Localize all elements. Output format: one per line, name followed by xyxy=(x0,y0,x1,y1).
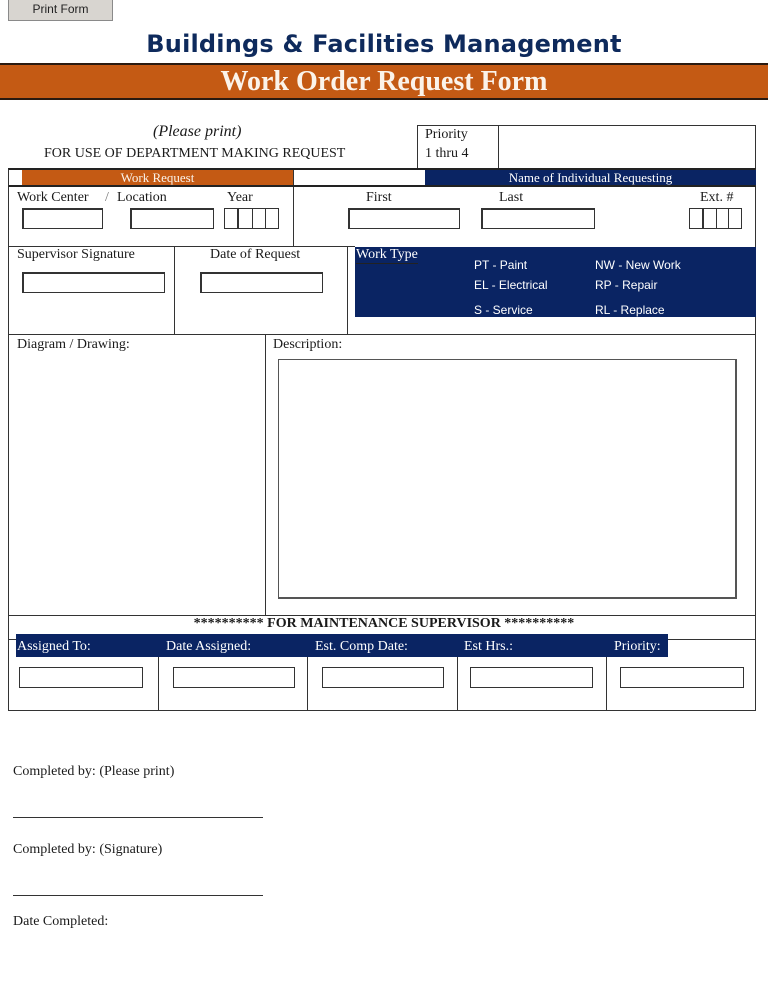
assigned-to-label: Assigned To: xyxy=(17,639,91,654)
description-input[interactable] xyxy=(278,359,737,599)
work-type-code: S - Service xyxy=(474,303,533,317)
requester-header: Name of Individual Requesting xyxy=(425,170,756,185)
work-type-label: Work Type xyxy=(356,247,418,262)
org-title: Buildings & Facilities Management xyxy=(146,30,622,58)
please-print-note: (Please print) xyxy=(153,123,242,140)
divider xyxy=(606,657,607,711)
assigned-to-input[interactable] xyxy=(19,667,143,688)
date-completed-label: Date Completed: xyxy=(13,914,109,929)
ext-digit-1[interactable] xyxy=(689,208,702,229)
work-type-code: PT - Paint xyxy=(474,258,528,272)
year-label: Year xyxy=(227,190,253,205)
date-assigned-label: Date Assigned: xyxy=(166,639,252,654)
work-center-input[interactable] xyxy=(22,208,103,229)
last-name-label: Last xyxy=(499,190,524,205)
maintenance-priority-label: Priority: xyxy=(614,639,661,654)
last-name-input[interactable] xyxy=(481,208,595,229)
year-digit-4[interactable] xyxy=(265,208,279,229)
est-hrs-label: Est Hrs.: xyxy=(464,639,513,654)
diagram-area[interactable] xyxy=(10,356,263,614)
ext-digit-2[interactable] xyxy=(702,208,716,229)
priority-label: Priority xyxy=(425,127,468,142)
separator: / xyxy=(105,190,109,205)
divider xyxy=(498,125,499,169)
ext-digit-4[interactable] xyxy=(728,208,742,229)
est-comp-date-label: Est. Comp Date: xyxy=(315,639,408,654)
maintenance-priority-input[interactable] xyxy=(620,667,744,688)
divider xyxy=(293,170,294,185)
completed-by-print-line[interactable] xyxy=(13,817,263,818)
work-type-code: NW - New Work xyxy=(595,258,681,272)
completed-by-signature-line[interactable] xyxy=(13,895,263,896)
first-name-input[interactable] xyxy=(348,208,460,229)
form-title-banner: Work Order Request Form xyxy=(0,63,768,100)
divider xyxy=(307,657,308,711)
priority-input[interactable] xyxy=(500,126,754,167)
divider xyxy=(457,657,458,711)
est-hrs-input[interactable] xyxy=(470,667,593,688)
completed-by-print-label: Completed by: (Please print) xyxy=(13,764,175,779)
description-label: Description: xyxy=(273,337,343,352)
completed-by-signature-label: Completed by: (Signature) xyxy=(13,842,163,857)
work-center-label: Work Center xyxy=(17,190,89,205)
work-type-code: RL - Replace xyxy=(595,303,665,317)
supervisor-signature-label: Supervisor Signature xyxy=(17,247,135,262)
year-digit-2[interactable] xyxy=(237,208,251,229)
location-label: Location xyxy=(117,190,167,205)
divider xyxy=(174,246,175,335)
maintenance-header: ********** FOR MAINTENANCE SUPERVISOR ********** xyxy=(193,616,575,631)
ext-label: Ext. # xyxy=(700,190,734,205)
year-input[interactable] xyxy=(224,208,279,229)
location-input[interactable] xyxy=(130,208,214,229)
est-comp-date-input[interactable] xyxy=(322,667,444,688)
date-of-request-input[interactable] xyxy=(200,272,323,293)
date-assigned-input[interactable] xyxy=(173,667,295,688)
supervisor-signature-input[interactable] xyxy=(22,272,165,293)
divider xyxy=(293,187,294,247)
diagram-label: Diagram / Drawing: xyxy=(17,337,130,352)
first-name-label: First xyxy=(366,190,392,205)
priority-range: 1 thru 4 xyxy=(425,146,469,161)
work-type-code: RP - Repair xyxy=(595,278,658,292)
ext-input[interactable] xyxy=(689,208,742,229)
year-digit-3[interactable] xyxy=(252,208,265,229)
divider xyxy=(265,334,266,616)
divider xyxy=(158,657,159,711)
print-form-button[interactable]: Print Form xyxy=(8,0,113,21)
date-of-request-label: Date of Request xyxy=(210,247,301,262)
work-request-header: Work Request xyxy=(22,170,293,185)
year-digit-1[interactable] xyxy=(224,208,237,229)
department-note: FOR USE OF DEPARTMENT MAKING REQUEST xyxy=(44,146,346,161)
divider xyxy=(347,246,348,335)
ext-digit-3[interactable] xyxy=(716,208,729,229)
work-type-code: EL - Electrical xyxy=(474,278,548,292)
